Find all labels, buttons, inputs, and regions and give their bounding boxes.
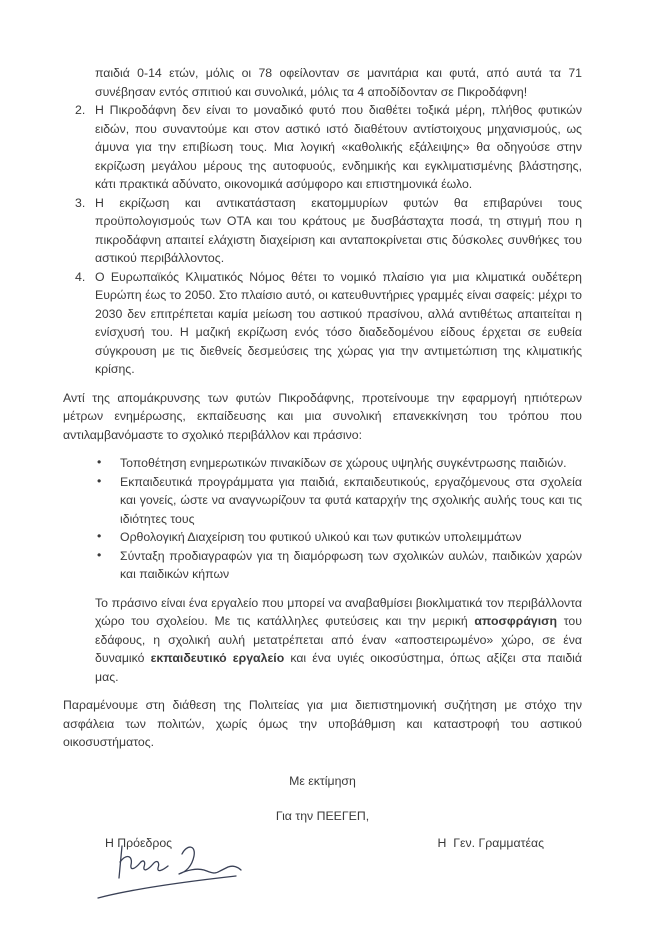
bullet-icon: • [97,455,102,469]
bullet-text: Εκπαιδευτικά προγράμματα για παιδιά, εκπαιδευτικούς, εργαζόμενους στα σχολεία και γονείς, ώστε να αναγνωρίζουν τα φυτά καταρχήν της σχολικής αυλής τους και τις ιδιότητες τους [120,474,582,526]
list-item-number: 2. [75,103,86,117]
list-item-text: Η εκρίζωση και αντικατάσταση εκατομμυρίων φυτών θα επιβαρύνει τους προϋπολογισμούς των ΟΤΑ και του κράτους με δυσβάσταχτα ποσά, τη στιγμή που η πικροδάφνη απαιτεί ελάχιστη διαχείριση και ανταποκρίνεται στις δύσκολες συνθήκες του αστικού περιβάλλοντος. [95,195,582,265]
secretary-label: Η Γεν. Γραμματέας [437,835,544,850]
list-item-text: Ο Ευρωπαϊκός Κλιματικός Νόμος θέτει το νομικό πλαίσιο για μια κλιματικά ουδέτερη Ευρώπη έως το 2050. Στο πλαίσιο αυτό, οι κατευθυντήριες γραμμές είναι σαφείς: μέχρι το 2030 δεν επιτρέπεται καμία μείωση του αστικού πρασίνου, αλλά αντιθέτως απαιτείται η ενίσχυσή του. Η μαζική εκρίζωση ενός τόσο διαδεδομένου είδους έρχεται σε ευθεία σύγκρουση με τις διεθνείς δεσμεύσεις της χώρας για την αντιμετώπιση της κλιματικής κρίσης. [95,269,582,376]
bullet-text: Τοποθέτηση ενημερωτικών πινακίδων σε χώρους υψηλής συγκέντρωσης παιδιών. [120,456,567,470]
list-item-1-continuation: παιδιά 0-14 ετών, μόλις οι 78 οφείλονταν σε μανιτάρια και φυτά, από αυτά τα 71 συνέβησαν εντός σπιτιού και συνολικά, μόλις τα 4 αποδίδονταν σε Πικροδάφνη! [95,66,582,99]
president-label: Η Πρόεδρος [105,835,173,850]
bullet-text: Σύνταξη προδιαγραφών για τη διαμόρφωση των σχολικών αυλών, παιδικών χαρών και παιδικών κήπων [120,548,582,581]
president-signature [86,830,246,925]
list-item-number: 3. [75,195,86,210]
bullet-item-2 [63,473,582,529]
bullet-text: Ορθολογική Διαχείριση του φυτικού υλικού και των φυτικών υπολειμμάτων [120,530,522,544]
proposal-intro-paragraph: Αντί της απομάκρυνσης των φυτών Πικροδάφνης, προτείνουμε την εφαρμογή ηπιότερων μέτρων ενημέρωσης, εκπαίδευσης και μια συνολική επανεκκίνηση του τρόπου που αντιλαμβανόμαστε το σχολικό περιβάλλον και πράσινο: [63,390,582,442]
bullet-icon: • [97,473,102,488]
numbered-list-item-2 [63,101,582,194]
bullet-list [63,454,582,584]
numbered-list-item-3 [63,194,582,268]
bullet-icon: • [97,547,102,562]
numbered-list-item-4 [63,268,582,379]
green-benefits-paragraph: Το πράσινο είναι ένα εργαλείο που μπορεί να αναβαθμίσει βιοκλιματικά τον περιβάλλοντα χώρο του σχολείου. Με τις κατάλληλες φυτεύσεις και την μερική αποσφράγιση του εδάφους, η σχολική αυλή μετατρέπεται από έναν «αποστειρωμένο» χώρο, σε ένα δυναμικό εκπαιδευτικό εργαλείο και ένα υγιές οικοσύστημα, όπως αξίζει στα παιδιά μας. [95,595,583,684]
list-item-text: Η Πικροδάφνη δεν είναι το μοναδικό φυτό που διαθέτει τοξικά μέρη, πλήθος φυτικών ειδών, που συναντούμε και στον αστικό ιστό διαθέτουν αντίστοιχους μηχανισμούς, ως άμυνα για την επιβίωση τους. Μια λογική «καθολικής εξάλειψης» θα οδηγούσε στην εκρίζωση μεγάλου μέρους της αυτοφυούς, ενδημικής και εγκλιματισμένης βλάστησης, κάτι πρακτικά αδύνατο, οικονομικά ασύμφορο και επιστημονικά έωλο. [95,103,582,191]
bullet-item-3 [63,528,582,547]
bullet-item-1 [63,454,582,473]
on-behalf-line: Για την ΠΕΕΓΕΠ, [275,809,370,823]
closing-paragraph: Παραμένουμε στη διάθεση της Πολιτείας για μια διεπιστημονική συζήτηση με στόχο την ασφάλεια των πολιτών, χωρίς όμως την υποβάθμιση και καταστροφή του αστικού οικοσυστήματος. [63,698,582,749]
bullet-icon: • [97,529,102,543]
signature-ink [86,830,246,925]
bullet-item-4 [63,547,582,584]
regards-line: Με εκτίμηση [289,773,356,788]
list-item-number: 4. [75,269,86,284]
